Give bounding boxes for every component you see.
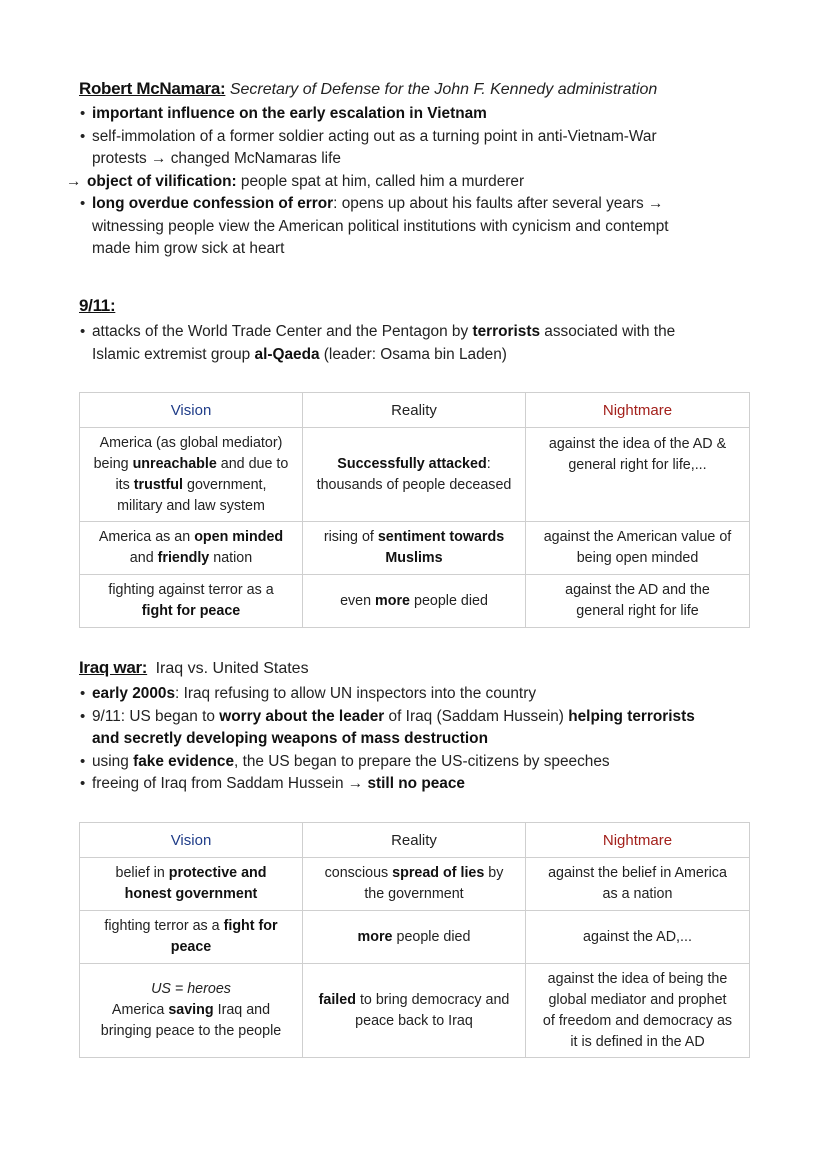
list-item: • important influence on the early escalation in Vietnam bbox=[79, 103, 759, 126]
table-row bbox=[80, 522, 750, 575]
mcnamara-title: Robert McNamara: bbox=[79, 79, 226, 98]
list-item: • freeing of Iraq from Saddam Hussein → still no peace bbox=[79, 773, 759, 796]
list-item: • early 2000s: Iraq refusing to allow UN inspectors into the country bbox=[79, 683, 759, 706]
table-header-row bbox=[80, 393, 750, 428]
vision-reality-table-911 bbox=[79, 392, 750, 628]
table-cell: America as an open minded and friendly nation bbox=[80, 522, 303, 575]
table-cell: US = heroes America saving Iraq and bringing peace to the people bbox=[80, 964, 303, 1058]
header-reality: Reality bbox=[303, 393, 526, 428]
nine-eleven-bullets bbox=[79, 321, 759, 366]
nine-eleven-title: 9/11: bbox=[79, 296, 116, 315]
section-iraq-war bbox=[79, 657, 759, 796]
table-cell: against the idea of the AD & general right for life,... bbox=[526, 428, 750, 522]
header-vision: Vision bbox=[80, 393, 303, 428]
table-row bbox=[80, 575, 750, 628]
table-cell: rising of sentiment towards Muslims bbox=[303, 522, 526, 575]
mcnamara-heading bbox=[79, 78, 759, 101]
list-item: • self-immolation of a former soldier acting out as a turning point in anti-Vietnam-War protests → changed McNamaras life bbox=[79, 126, 759, 171]
table-cell: against the belief in America as a nation bbox=[526, 858, 750, 911]
table-cell: conscious spread of lies by the government bbox=[303, 858, 526, 911]
list-item: • using fake evidence, the US began to prepare the US-citizens by speeches bbox=[79, 751, 759, 774]
table-cell: fighting against terror as a fight for peace bbox=[80, 575, 303, 628]
mcnamara-bullets bbox=[79, 103, 759, 261]
table-row bbox=[80, 858, 750, 911]
mcnamara-subtitle: Secretary of Defense for the John F. Kennedy administration bbox=[229, 81, 658, 98]
table-cell: more people died bbox=[303, 911, 526, 964]
table-row bbox=[80, 428, 750, 522]
iraq-title: Iraq war: bbox=[79, 658, 148, 677]
iraq-heading bbox=[79, 657, 759, 680]
section-nine-eleven bbox=[79, 295, 759, 366]
nine-eleven-heading bbox=[79, 295, 759, 318]
header-nightmare: Nightmare bbox=[526, 393, 750, 428]
list-item: • long overdue confession of error: opens up about his faults after several years → witnessing people view the American political institutions with cynicism and contempt made him grow sick at heart bbox=[79, 193, 759, 261]
table-cell: belief in protective and honest government bbox=[80, 858, 303, 911]
iraq-subtitle: Iraq vs. United States bbox=[155, 660, 309, 677]
table-row bbox=[80, 964, 750, 1058]
table-cell: against the American value of being open minded bbox=[526, 522, 750, 575]
list-item: • attacks of the World Trade Center and the Pentagon by terrorists associated with the Islamic extremist group al-Qaeda (leader: Osama bin Laden) bbox=[79, 321, 759, 366]
table-cell: fighting terror as a fight for peace bbox=[80, 911, 303, 964]
table-header-row bbox=[80, 823, 750, 858]
table-cell: even more people died bbox=[303, 575, 526, 628]
vision-reality-table-iraq bbox=[79, 822, 750, 1058]
table-cell: against the AD and the general right for life bbox=[526, 575, 750, 628]
table-cell: Successfully attacked: thousands of people deceased bbox=[303, 428, 526, 522]
table-cell: failed to bring democracy and peace back to Iraq bbox=[303, 964, 526, 1058]
table-cell: against the AD,... bbox=[526, 911, 750, 964]
header-nightmare: Nightmare bbox=[526, 823, 750, 858]
list-item: • 9/11: US began to worry about the leader of Iraq (Saddam Hussein) helping terrorists and secretly developing weapons of mass destruction bbox=[79, 706, 759, 751]
table-cell: against the idea of being the global mediator and prophet of freedom and democracy as it is defined in the AD bbox=[526, 964, 750, 1058]
section-mcnamara bbox=[79, 78, 759, 261]
header-reality: Reality bbox=[303, 823, 526, 858]
header-vision: Vision bbox=[80, 823, 303, 858]
list-item: → object of vilification: people spat at him, called him a murderer bbox=[66, 171, 759, 194]
table-row bbox=[80, 911, 750, 964]
table-cell: America (as global mediator) being unreachable and due to its trustful government, military and law system bbox=[80, 428, 303, 522]
iraq-bullets bbox=[79, 683, 759, 796]
